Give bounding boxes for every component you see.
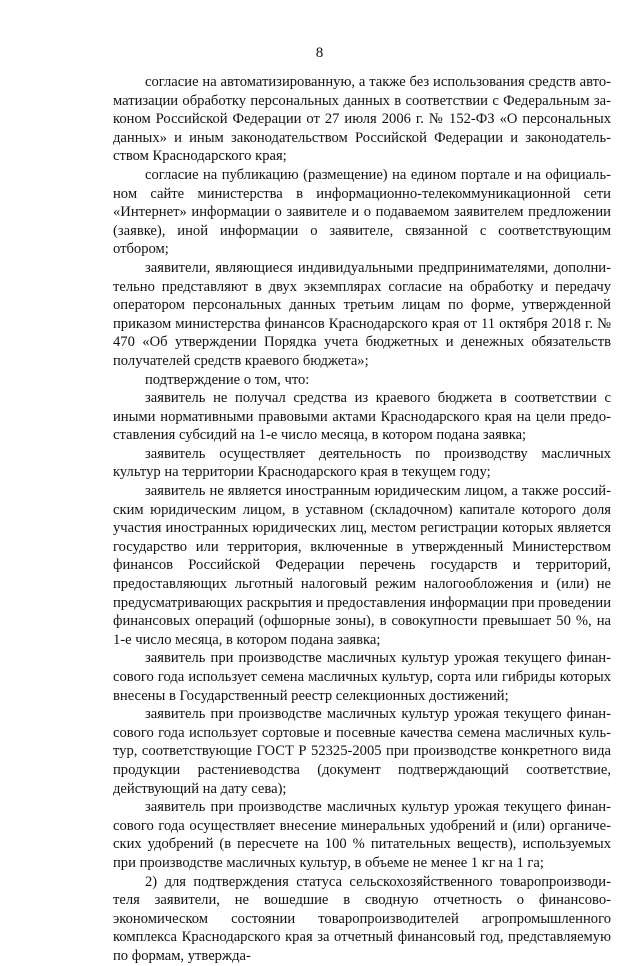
document-body [113, 73, 611, 966]
paragraph-consent-publication: согласие на публикацию (размещение) на едином портале и на официальном сайте министерства в информационно-телекоммуникационной сети «Интернет» информации о заявителе и о подаваемом заявителем предложении (заявке), иной информации о заявителе, связанной с соответствующим отбором; [113, 166, 611, 258]
paragraph-no-budget-funds: заявитель не получал средства из краевого бюджета в соответствии с иными нормативными правовыми актами Краснодарского края на цели предоставления субсидий на 1-е число месяца, в котором подана заявка; [113, 390, 611, 444]
paragraph-seed-quality-gost: заявитель при производстве масличных культур урожая текущего финансового года использует сортовые и посевные качества семена масличных культур, соответствующие ГОСТ Р 52325-2005 при производстве конкретного вида продукции растениеводства (документ подтверждающий соответствие, действующий на дату сева); [113, 706, 611, 797]
paragraph-registered-seeds: заявитель при производстве масличных культур урожая текущего финансового года использует семена масличных культур, сорта или гибриды которых внесены в Государственный реестр селекционных достижений; [113, 650, 611, 704]
paragraph-oilseed-activity: заявитель осуществляет деятельность по производству масличных культур на территории Краснодарского края в текущем году; [113, 445, 611, 481]
paragraph-fertilizer-application: заявитель при производстве масличных культур урожая текущего финансового года осуществляет внесение минеральных удобрений и (или) органических удобрений (в пересчете на 100 % питательных веществ), используемых при производстве масличных культур, в объеме не менее 1 кг на 1 га; [113, 799, 611, 871]
paragraph-producer-status-confirmation: 2) для подтверждения статуса сельскохозяйственного товаропроизводителя заявители, не вошедшие в сводную отчетность о финансово-экономическом состоянии товаропроизводителей агропромышленного комплекса Краснодарского края за отчетный финансовый год, представляемую по формам, утвержда- [113, 873, 611, 964]
page-number: 8 [315, 45, 324, 61]
paragraph-not-foreign-entity: заявитель не является иностранным юридическим лицом, а также российским юридическим лицом, в уставном (складочном) капитале которого доля участия иностранных юридических лиц, местом регистрации которых является государство или территория, включенные в утвержденный Министерством финансов Российской Федерации перечень государств и территорий, предоставляющих льготный налоговый режим налогообложения и (или) не предусматривающих раскрытия и предоставления информации при проведении финансовых операций (офшорные зоны), в совокупности превышает 50 %, на 1-е число месяца, в котором подана заявка; [113, 483, 611, 648]
paragraph-consent-automated-processing: согласие на автоматизированную, а также без использования средств автоматизации обработку персональных данных в соответствии с Федеральным законом Российской Федерации от 27 июля 2006 г. № 152-ФЗ «О персональных данных» и иным законодательством Российской Федерации и законодательством Краснодарского края; [113, 74, 611, 165]
paragraph-confirmation-intro: подтверждение о том, что: [145, 371, 310, 388]
paragraph-individual-entrepreneurs-consent: заявители, являющиеся индивидуальными предпринимателями, дополнительно представляют в двух экземплярах согласие на обработку и передачу оператором персональных данных третьим лицам по форме, утвержденной приказом министерства финансов Краснодарского края от 11 октября 2018 г. № 470 «Об утверждении Порядка учета бюджетных и денежных обязательств получателей средств краевого бюджета»; [113, 259, 611, 369]
